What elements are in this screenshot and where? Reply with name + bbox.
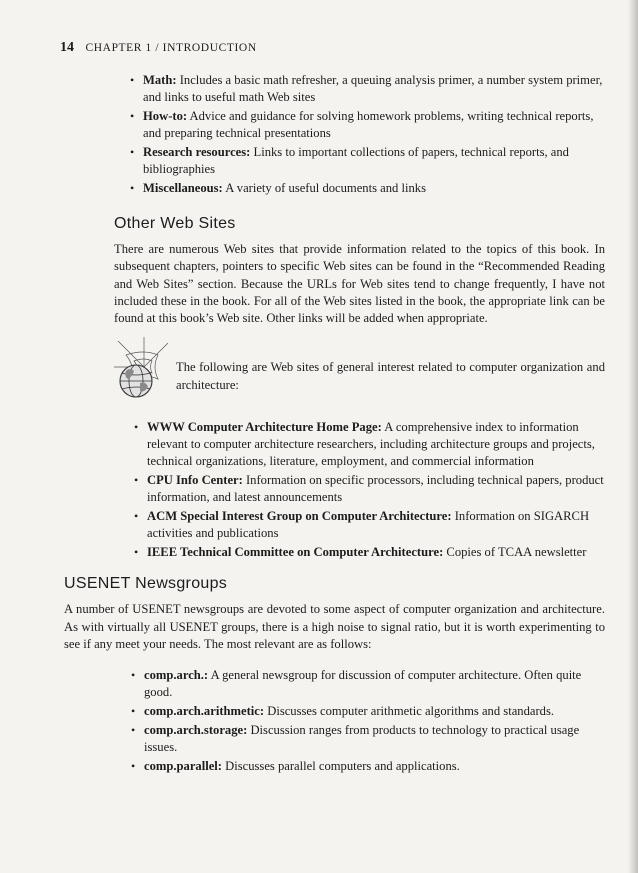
item-text: Includes a basic math refresher, a queuing analysis primer, a number system primer, and links to useful math Web sites — [143, 73, 603, 104]
list-item — [147, 472, 605, 506]
item-term: comp.parallel: — [144, 759, 222, 774]
item-text: Discussion ranges from products to technology to practical usage issues. — [144, 723, 580, 755]
list-item — [143, 72, 605, 106]
list-item — [144, 703, 605, 720]
newsgroup-list — [144, 667, 605, 775]
chapter-title: CHAPTER 1 / INTRODUCTION — [85, 42, 257, 54]
item-term: comp.arch.storage: — [144, 723, 248, 738]
list-item — [144, 722, 605, 756]
section-heading-other-web-sites: Other Web Sites — [114, 215, 236, 232]
running-head — [60, 40, 605, 56]
resource-list — [143, 72, 605, 197]
item-term: CPU Info Center: — [147, 473, 243, 488]
book-page — [60, 40, 605, 777]
item-term: Research resources: — [143, 145, 251, 159]
globe-web-icon — [114, 337, 170, 407]
list-item — [144, 758, 605, 775]
item-term: comp.arch.arithmetic: — [144, 704, 265, 719]
item-text: Information on SIGARCH activities and publications — [147, 509, 590, 541]
item-term: WWW Computer Architecture Home Page: — [147, 420, 382, 435]
item-text: Links to important collections of papers, technical reports, and bibliographies — [143, 145, 569, 176]
page-gutter-shadow — [628, 0, 638, 873]
list-item — [147, 508, 605, 542]
section-heading-usenet: USENET Newsgroups — [64, 575, 228, 593]
list-item — [143, 108, 605, 142]
item-term: How-to: — [143, 109, 188, 123]
other-web-sites-paragraph: There are numerous Web sites that provide information related to the topics of this book. In subsequent chapters, pointers to specific Web sites can be found in the “Recommended Reading and Web Sites” section. Because the URLs for Web sites tend to change frequently, I have not included these in the book. For all of the Web sites listed in the book, the appropriate link can be found at this book’s Web site. Other links will be added when appropriate. — [114, 242, 605, 326]
item-term: IEEE Technical Committee on Computer Architecture: — [147, 545, 444, 560]
web-sites-intro-text: The following are Web sites of general interest related to computer organization and architecture: — [176, 360, 605, 392]
item-text: A comprehensive index to information relevant to computer architecture researchers, including architecture groups and projects, technical organizations, literature, employment, and commercial information — [147, 420, 595, 469]
item-term: comp.arch.: — [144, 668, 209, 683]
list-item — [144, 667, 605, 701]
item-term: ACM Special Interest Group on Computer Architecture: — [147, 509, 452, 524]
page-number: 14 — [60, 40, 74, 55]
item-term: Miscellaneous: — [143, 181, 223, 195]
item-text: Discusses computer arithmetic algorithms and standards. — [264, 704, 555, 719]
usenet-paragraph: A number of USENET newsgroups are devoted to some aspect of computer organization and architecture. As with virtually all USENET groups, there is a high noise to signal ratio, but it is worth experimenting to see if any meet your needs. The most relevant are as follows: — [64, 602, 605, 652]
web-sites-intro — [114, 353, 605, 413]
item-text: Information on specific processors, including technical papers, product information, and latest announcements — [147, 473, 604, 505]
list-item — [147, 419, 605, 470]
item-text: A general newsgroup for discussion of computer architecture. Often quite good. — [144, 668, 582, 700]
item-text: A variety of useful documents and links — [222, 181, 426, 195]
item-text: Discusses parallel computers and applications. — [222, 759, 460, 774]
list-item — [143, 144, 605, 178]
item-term: Math: — [143, 73, 177, 87]
list-item — [147, 544, 605, 561]
item-text: Copies of TCAA newsletter — [443, 545, 587, 560]
list-item — [143, 180, 605, 197]
item-text: Advice and guidance for solving homework problems, writing technical reports, and preparing technical presentations — [143, 109, 594, 140]
web-site-list — [147, 419, 605, 561]
